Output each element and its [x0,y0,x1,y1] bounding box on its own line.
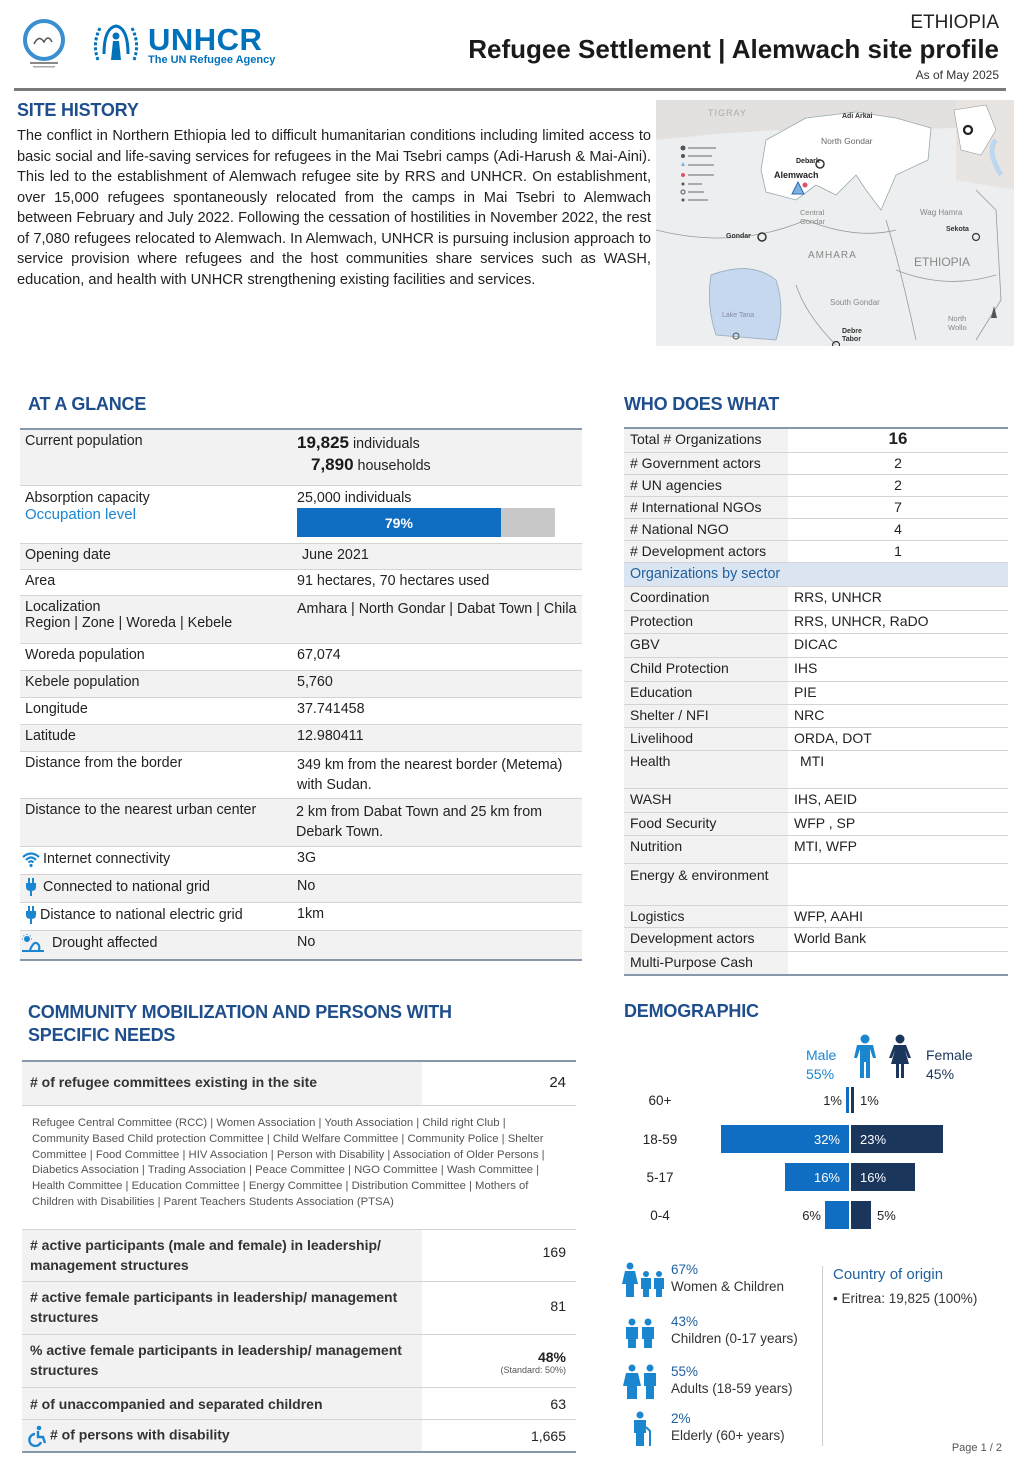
location-map [656,100,1014,346]
page-title: Refugee Settlement | Alemwach site profile [468,34,999,64]
as-of-date: As of May 2025 [915,68,999,82]
org-count-label: # Development actors [624,541,788,562]
male-label: Male [806,1047,837,1063]
sector-row [624,705,1008,728]
sector-orgs: MTI, WFP [794,838,857,854]
unhcr-tagline: The UN Refugee Agency [148,54,276,66]
map-label-alemwach: Alemwach [774,170,819,180]
glance-row-label: Opening date [25,547,111,563]
map-label-tigray: TIGRAY [708,108,747,118]
glance-row-label: Connected to national grid [43,878,210,895]
glance-row-value: 67,074 [297,647,341,663]
sector-row [624,587,1008,611]
female-value-label: 23% [860,1132,887,1147]
glance-row-value: 3G [297,850,317,866]
male-bar [846,1087,849,1113]
stat-label: Children (0-17 years) [671,1331,798,1346]
glance-row-sublabel: Region | Zone | Woreda | Kebele [25,615,233,631]
glance-row-value: 37.741458 [297,701,365,717]
community-row [22,1230,576,1282]
demographic-title: DEMOGRAPHIC [624,1001,759,1021]
individuals-count: 19,825 [297,433,349,452]
country-of-origin-panel [822,1266,1012,1446]
map-label-amhara: AMHARA [808,250,857,261]
map-label-adi-arkai: Adi Arkai [842,113,873,120]
absorption-label: Absorption capacity [25,490,150,506]
org-count-label: # National NGO [624,519,788,540]
age-group-label: 5-17 [646,1170,674,1185]
sector-row [624,728,1008,751]
glance-row [20,752,582,799]
current-population-label: Current population [25,433,143,449]
stat-children [622,1314,798,1350]
community-row-value: 63 [550,1396,566,1412]
current-population-row [20,430,582,486]
population-pyramid-chart [620,1085,1010,1240]
age-group-label: 18-59 [642,1132,678,1147]
header-divider [14,88,1006,91]
glance-row-label: Distance to national electric grid [40,906,243,923]
male-bar [825,1201,849,1229]
org-count-label: # Government actors [624,453,788,474]
community-title-line1: COMMUNITY MOBILIZATION AND PERSONS WITH [28,1002,452,1022]
glance-row-label: Area [25,573,56,589]
stat-label: Adults (18-59 years) [671,1381,793,1396]
sector-label: Multi-Purpose Cash [624,952,788,974]
map-label-lake-tana: Lake Tana [722,312,755,319]
glance-row-label: Latitude [25,728,76,744]
stat-elderly [622,1411,785,1447]
community-title-line2: SPECIFIC NEEDS [28,1025,176,1045]
org-count-value: 2 [894,477,902,493]
glance-row-label: Woreda population [25,647,145,663]
community-row [22,1388,576,1420]
sector-row [624,928,1008,952]
glance-row-value: 2 km from Dabat Town and 25 km from Debark Town. [296,804,543,840]
male-value-label: 16% [813,1170,840,1185]
sector-row [624,611,1008,634]
adults-icon [622,1364,666,1400]
stat-percent: 43% [671,1314,699,1329]
glance-row [20,596,582,644]
community-table [22,1060,576,1453]
sector-label: Coordination [624,587,788,610]
sector-row [624,906,1008,928]
committees-list-row [22,1106,576,1230]
committees-row [22,1062,576,1106]
site-history-title: SITE HISTORY [17,100,139,120]
unhcr-logo [90,20,275,70]
community-row-label: % active female participants in leadership/ management structures [22,1335,422,1387]
sector-label: Livelihood [624,728,788,750]
female-figure-icon [888,1034,912,1080]
age-group-label: 60+ [648,1093,672,1108]
sector-label: Nutrition [624,836,788,863]
stat-women-children [622,1262,784,1298]
male-value-label: 1% [823,1093,842,1108]
glance-row [20,671,582,698]
female-label: Female [926,1047,973,1063]
glance-row-label: Longitude [25,701,88,717]
sector-row [624,658,1008,682]
glance-row-label: Distance to the nearest urban center [25,802,257,818]
standard-note: (Standard: 50%) [500,1365,566,1375]
male-value-label: 32% [813,1132,840,1147]
org-count-label: Total # Organizations [624,429,788,452]
current-population-value [292,430,582,485]
community-row-label: # of unaccompanied and separated children [22,1388,422,1419]
glance-row-value: 5,760 [297,674,333,690]
households-unit: households [357,458,431,474]
sector-label: Development actors [624,928,788,951]
female-value-label: 1% [860,1093,879,1108]
stat-label: Women & Children [671,1279,785,1294]
org-count-row [624,429,1008,453]
community-row-label: # active female participants in leadership/ management structures [22,1282,422,1334]
individuals-unit: individuals [352,436,420,452]
sector-label: Food Security [624,813,788,835]
sector-orgs: IHS, AEID [794,791,858,807]
male-figure-icon [853,1034,877,1080]
community-row-label: # of persons with disability [50,1426,230,1443]
community-row [22,1282,576,1335]
sector-orgs: NRC [794,707,825,723]
org-count-row [624,453,1008,475]
sector-label: Education [624,682,788,704]
glance-row-label: Internet connectivity [43,850,171,867]
map-label-debre-tabor: Debre Tabor [842,328,862,343]
female-bar [851,1087,854,1113]
glance-row [20,544,582,570]
glance-row-value: 12.980411 [297,728,364,744]
glance-row [20,644,582,671]
org-count-label: # UN agencies [624,475,788,496]
community-row-value: 169 [542,1244,566,1260]
map-label-north-gondar: North Gondar [821,136,873,146]
female-percent: 45% [926,1066,955,1082]
sector-orgs [788,952,1008,974]
wifi-icon [22,850,40,868]
wheelchair-icon [26,1425,48,1447]
community-row [22,1420,576,1451]
sector-label: Logistics [624,906,788,927]
glance-row [20,847,582,875]
community-row [22,1335,576,1388]
glance-row [20,698,582,725]
org-count-value: 2 [894,455,902,471]
sector-orgs: IHS [794,660,818,676]
glance-row-value: No [297,878,316,894]
sector-orgs: DICAC [794,636,838,652]
occupation-percent: 79% [384,514,413,531]
country-of-origin-value: Eritrea: 19,825 (100%) [841,1291,978,1306]
glance-row [20,725,582,752]
sector-row [624,952,1008,974]
drought-icon [22,934,44,952]
org-count-value: 4 [894,521,902,537]
sector-label: WASH [624,789,788,812]
sector-label: Energy & environment [624,864,788,905]
glance-row-label: Drought affected [52,934,158,951]
households-count: 7,890 [311,455,354,474]
glance-row-value: Amhara | North Gondar | Dabat Town | Chila [297,601,577,617]
glance-row-value: 91 hectares, 70 hectares used [297,573,490,589]
elderly-icon [622,1411,666,1447]
org-count-row [624,519,1008,541]
women-children-icon [622,1262,666,1298]
org-count-row [624,475,1008,497]
stat-label: Elderly (60+ years) [671,1428,785,1443]
sector-orgs: MTI [800,753,825,769]
sector-row [624,682,1008,705]
map-label-sekota: Sekota [946,226,969,233]
community-row-label: # active participants (male and female) in leadership/ management structures [22,1230,422,1281]
org-count-row [624,497,1008,519]
map-label-debark: Debark [796,158,820,165]
sector-header-row [624,563,1008,587]
sector-orgs: World Bank [794,930,867,946]
community-title [28,1001,452,1047]
sector-label: Protection [624,611,788,633]
male-value-label: 6% [802,1208,821,1223]
female-value-label: 16% [860,1170,887,1185]
glance-row [20,931,582,959]
sector-orgs: PIE [794,684,817,700]
sector-orgs: ORDA, DOT [794,730,872,746]
sector-label: Health [624,751,788,788]
page-header [0,0,1024,92]
at-a-glance-table [20,428,582,961]
stat-percent: 55% [671,1364,699,1379]
sector-row [624,864,1008,906]
sector-label: GBV [624,634,788,657]
occupation-label: Occupation level [25,506,136,523]
country-of-origin-item: • Eritrea: 19,825 (100%) [833,1291,978,1306]
stat-percent: 67% [671,1262,699,1277]
plug-icon [22,906,40,924]
glance-row [20,875,582,903]
community-row-value: 1,665 [530,1428,566,1444]
sector-orgs: RRS, UNHCR, RaDO [794,613,929,629]
sector-orgs: WFP , SP [794,815,856,831]
glance-row-value: 349 km from the nearest border (Metema) with Sudan. [297,757,563,793]
committees-label: # of refugee committees existing in the site [22,1062,422,1105]
glance-row [20,570,582,596]
map-label-central-gondar: Central Gondar [800,208,826,226]
unhcr-emblem-icon [90,20,142,68]
sector-orgs: WFP, AAHI [794,908,863,924]
female-bar [851,1201,871,1229]
children-icon [622,1314,666,1350]
page-number: Page 1 / 2 [951,1442,1002,1454]
country-of-origin-title: Country of origin [833,1266,944,1283]
sector-row [624,813,1008,836]
map-label-wag-hamra: Wag Hamra [920,208,963,217]
female-value-label: 5% [877,1208,896,1223]
female-legend [926,1046,973,1084]
map-label-ethiopia: ETHIOPIA [914,255,971,269]
stat-percent: 2% [671,1411,691,1426]
community-row-value: 81 [550,1298,566,1314]
who-does-what-table [624,427,1008,976]
org-count-value: 1 [894,543,902,559]
glance-row-value: 1km [297,906,325,922]
glance-row-value: No [297,934,316,950]
glance-row-label: Distance from the border [25,755,183,771]
who-does-what-title: WHO DOES WHAT [624,394,780,414]
sector-row [624,836,1008,864]
glance-row-label: Localization [25,599,101,615]
absorption-row [20,486,582,544]
org-count-label: # International NGOs [624,497,788,518]
glance-row [20,799,582,847]
org-count-value: 16 [888,429,908,448]
sector-row [624,634,1008,658]
sector-label: Child Protection [624,658,788,681]
map-label-north-wollo: North Wollo [948,314,967,332]
sector-row [624,751,1008,789]
sector-orgs: RRS, UNHCR [794,589,882,605]
org-count-value: 7 [894,499,902,515]
glance-row-value: June 2021 [302,547,369,563]
map-label-gondar: Gondar [726,233,751,240]
sector-header: Organizations by sector [624,563,1008,586]
country-label: ETHIOPIA [910,12,999,33]
unhcr-wordmark: UNHCR [148,22,263,57]
glance-row [20,903,582,931]
stat-adults [622,1364,793,1400]
community-row-value: 48% [537,1349,566,1365]
male-legend [806,1046,836,1084]
absorption-value: 25,000 individuals [297,490,412,506]
sector-orgs [788,864,1008,905]
rrs-logo-icon [20,18,68,70]
org-count-row [624,541,1008,563]
age-group-label: 0-4 [650,1208,670,1223]
site-history-text: The conflict in Northern Ethiopia led to difficult humanitarian conditions including limited access to basic social and life-saving services for refugees in the Mai Tsebri camps (Adi-Harush & Mai-Aini). This led to the establishment of Alemwach refugee site by RRS and UNHCR. On establishment, over 15,000 refugees spontaneously relocated from the camps in Mai Tsebri to Alemwach between February and July 2022. Following the cessation of hostilities in November 2022, the rest of 7,080 refugees relocated to Alemwach. In Alemwach, UNHCR is pursuing inclusion approach to service provision where refugees and the host communities share services such as WASH, education, and health with UNHCR strengthening existing facilities and services. [17,128,651,288]
sector-label: Shelter / NFI [624,705,788,727]
at-a-glance-title: AT A GLANCE [28,394,147,414]
male-percent: 55% [806,1066,835,1082]
sector-row [624,789,1008,813]
plug-icon [22,878,40,896]
map-label-south-gondar: South Gondar [830,298,880,307]
committees-value: 24 [549,1074,566,1091]
committees-list: Refugee Central Committee (RCC) | Women Association | Youth Association | Child right Club | Community Based Child protection Committee | Child Welfare Committee | Community Police | Shelter Committee | Food Committee | HIV Association | Person with Disability | Association of Older Persons | Diabetics Association | Trading Association | Peace Committee | NGO Committee | Wash Committee | Health Committee | Education Committee | Energy Committee | Distribution Committee | Mothers of Children with Disabilities | Parent Teachers Students Association (PTSA) [32,1117,545,1208]
occupation-progress-bar [297,508,555,537]
glance-row-label: Kebele population [25,674,140,690]
